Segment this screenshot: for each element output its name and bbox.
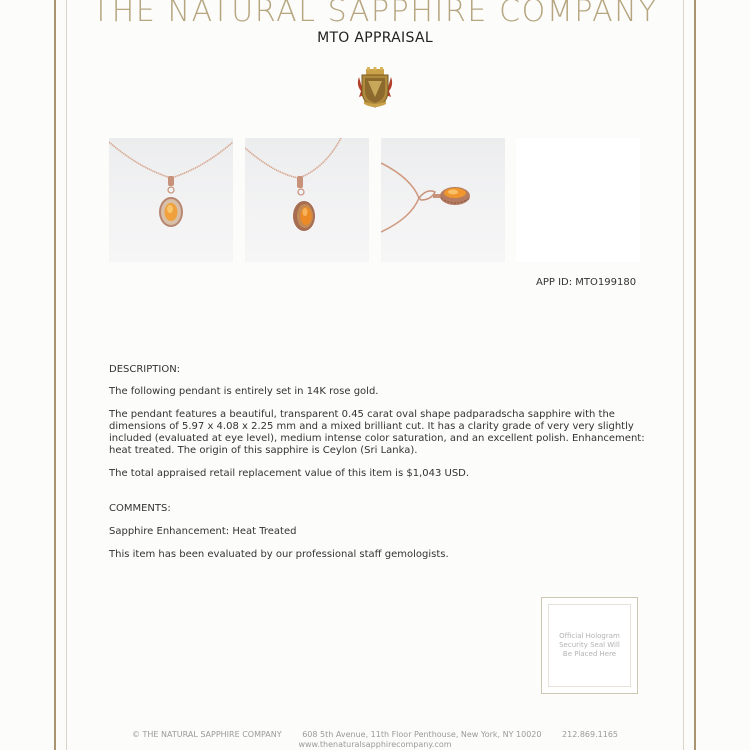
product-photo-side[interactable] <box>381 138 505 262</box>
footer-website-link[interactable]: www.thenaturalsapphirecompany.com <box>298 740 452 749</box>
description-label: DESCRIPTION: <box>109 364 181 375</box>
product-photo-angled[interactable] <box>245 138 369 262</box>
page-border-right <box>694 0 696 750</box>
footer-contact <box>0 730 750 739</box>
hologram-seal-placeholder <box>541 597 638 694</box>
page-border-inner-left <box>66 0 67 750</box>
description-paragraph-3: The total appraised retail replacement value of this item is $1,043 USD. <box>109 468 470 479</box>
document-title: MTO APPRAISAL <box>317 30 433 46</box>
appraisal-id: APP ID: MTO199180 <box>536 277 637 288</box>
company-name: THE NATURAL SAPPHIRE COMPANY <box>91 0 659 29</box>
description-paragraph-1: The following pendant is entirely set in 14K rose gold. <box>109 386 379 397</box>
hologram-seal-inner <box>548 604 631 687</box>
footer-copyright: © THE NATURAL SAPPHIRE COMPANY <box>131 730 282 739</box>
company-crest-icon <box>356 67 394 109</box>
comment-line-2: This item has been evaluated by our professional staff gemologists. <box>109 549 449 560</box>
comments-label: COMMENTS: <box>109 503 171 514</box>
footer-phone: 212.869.1165 <box>562 730 619 739</box>
page-border-left <box>54 0 56 750</box>
page-border-inner-right <box>683 0 684 750</box>
footer-address: 608 5th Avenue, 11th Floor Penthouse, New York, NY 10020 <box>302 730 542 739</box>
product-photo-blank <box>516 138 640 262</box>
hologram-seal-text: Official Hologram Security Seal Will Be Placed Here <box>559 632 620 658</box>
comment-line-1: Sapphire Enhancement: Heat Treated <box>109 526 297 537</box>
description-paragraph-2: The pendant features a beautiful, transparent 0.45 carat oval shape padparadscha sapphire with the dimensions of 5.97 x 4.08 x 2.25 mm and a mixed brilliant cut. It has a clarity grade of very very slightly included (evaluated at eye level), medium intense color saturation, and an excellent polish. Enhancement: heat treated. The origin of this sapphire is Ceylon (Sri Lanka). <box>109 409 645 456</box>
product-photo-front[interactable] <box>109 138 233 262</box>
